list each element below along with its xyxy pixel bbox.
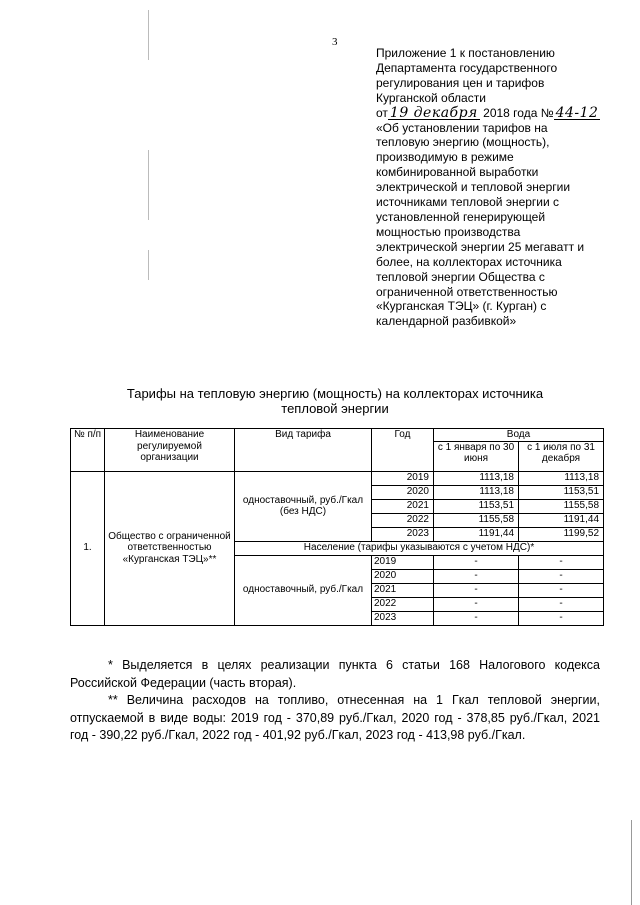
value-cell: - — [434, 555, 519, 569]
year-cell: 2022 — [372, 513, 434, 527]
appendix-title-line: тепловой энергии Общества с — [376, 269, 545, 284]
row-number: 1. — [71, 471, 105, 625]
date-prefix: от — [376, 105, 388, 120]
value-cell: 1113,18 — [519, 471, 604, 485]
table-title — [100, 386, 570, 416]
value-cell: 1199,52 — [519, 527, 604, 541]
header-tariff-type: Вид тарифа — [235, 429, 372, 472]
scan-edge-line — [631, 820, 632, 905]
appendix-title-line: установленной генерирующей — [376, 209, 546, 224]
appendix-line: Департамента государственного — [376, 60, 558, 75]
appendix-title-line: ограниченной ответственностью — [376, 284, 558, 299]
tariff-type-cell: одноставочный, руб./Гкал — [235, 555, 372, 625]
appendix-title-line: тепловую энергию (мощность), — [376, 135, 550, 150]
appendix-line: Приложение 1 к постановлению — [376, 46, 555, 60]
year-cell: 2021 — [372, 583, 434, 597]
value-cell: - — [519, 569, 604, 583]
tariffs-table — [70, 428, 604, 626]
appendix-title-line: электрической энергии 25 мегаватт и — [376, 239, 585, 254]
value-cell: 1155,58 — [519, 499, 604, 513]
year-cell: 2019 — [372, 471, 434, 485]
year-cell: 2023 — [372, 527, 434, 541]
value-cell: 1113,18 — [434, 485, 519, 499]
header-num: № п/п — [71, 429, 105, 472]
table-title-line: тепловой энергии — [281, 401, 389, 416]
appendix-date-line — [376, 106, 616, 121]
year-cell: 2022 — [372, 597, 434, 611]
appendix-title-line: мощностью производства — [376, 224, 521, 239]
header-water: Вода — [434, 429, 604, 442]
value-cell: 1155,58 — [434, 513, 519, 527]
header-period-2: с 1 июля по 31 декабря — [519, 441, 604, 471]
scan-margin-mark — [148, 10, 149, 60]
value-cell: 1113,18 — [434, 471, 519, 485]
appendix-title-line: «Об установлении тарифов на — [376, 120, 548, 135]
value-cell: - — [519, 583, 604, 597]
appendix-title-line: «Курганская ТЭЦ» (г. Курган) с — [376, 299, 547, 314]
footnotes — [70, 657, 600, 745]
appendix-header — [376, 46, 616, 329]
table-row — [71, 471, 604, 485]
value-cell: - — [434, 597, 519, 611]
appendix-title-line: комбинированной выработки — [376, 165, 539, 180]
value-cell: 1153,51 — [519, 485, 604, 499]
header-year: Год — [372, 429, 434, 472]
footnote-vat: * Выделяется в целях реализации пункта 6 статьи 168 Налогового кодекса Российской Федерации (часть вторая). — [70, 658, 600, 690]
year-cell: 2020 — [372, 569, 434, 583]
value-cell: - — [434, 569, 519, 583]
header-org: Наименование регулируемой организации — [105, 429, 235, 472]
year-cell: 2019 — [372, 555, 434, 569]
value-cell: 1153,51 — [434, 499, 519, 513]
org-name: Общество с ограниченной ответственностью «Курганская ТЭЦ»** — [105, 471, 235, 625]
appendix-title-line: более, на коллекторах источника — [376, 254, 562, 269]
appendix-title-line: календарной разбивкой» — [376, 314, 517, 329]
appendix-title-line: источниками тепловой энергии с — [376, 195, 560, 210]
value-cell: - — [434, 611, 519, 625]
header-period-1: с 1 января по 30 июня — [434, 441, 519, 471]
value-cell: - — [519, 555, 604, 569]
appendix-title-line: электрической и тепловой энергии — [376, 180, 571, 195]
scan-margin-mark — [148, 150, 149, 220]
appendix-line: регулирования цен и тарифов — [376, 75, 545, 90]
scan-margin-mark — [148, 250, 149, 280]
value-cell: - — [434, 583, 519, 597]
population-label: Население (тарифы указываются с учетом НДС)* — [235, 541, 604, 555]
page-number: 3 — [332, 36, 338, 48]
value-cell: 1191,44 — [434, 527, 519, 541]
handwritten-doc-number: 44-12 — [555, 104, 599, 121]
tariff-type-cell: одноставочный, руб./Гкал (без НДС) — [235, 471, 372, 541]
handwritten-date: 19 декабря — [389, 104, 478, 121]
table-title-line: Тарифы на тепловую энергию (мощность) на коллекторах источника — [126, 386, 544, 401]
date-year: 2018 года № — [483, 105, 554, 120]
year-cell: 2021 — [372, 499, 434, 513]
value-cell: - — [519, 611, 604, 625]
value-cell: 1191,44 — [519, 513, 604, 527]
value-cell: - — [519, 597, 604, 611]
appendix-line: Курганской области — [376, 90, 486, 105]
year-cell: 2023 — [372, 611, 434, 625]
year-cell: 2020 — [372, 485, 434, 499]
appendix-title-line: производимую в режиме — [376, 150, 514, 165]
footnote-fuel-costs: ** Величина расходов на топливо, отнесенная на 1 Гкал тепловой энергии, отпускаемой в виде воды: 2019 год - 370,89 руб./Гкал, 2020 год - 378,85 руб./Гкал, 2021 год - 390,22 руб./Гкал, 2022 год - 401,92 руб./Гкал, 2023 год - 413,98 руб./Гкал. — [70, 693, 600, 742]
